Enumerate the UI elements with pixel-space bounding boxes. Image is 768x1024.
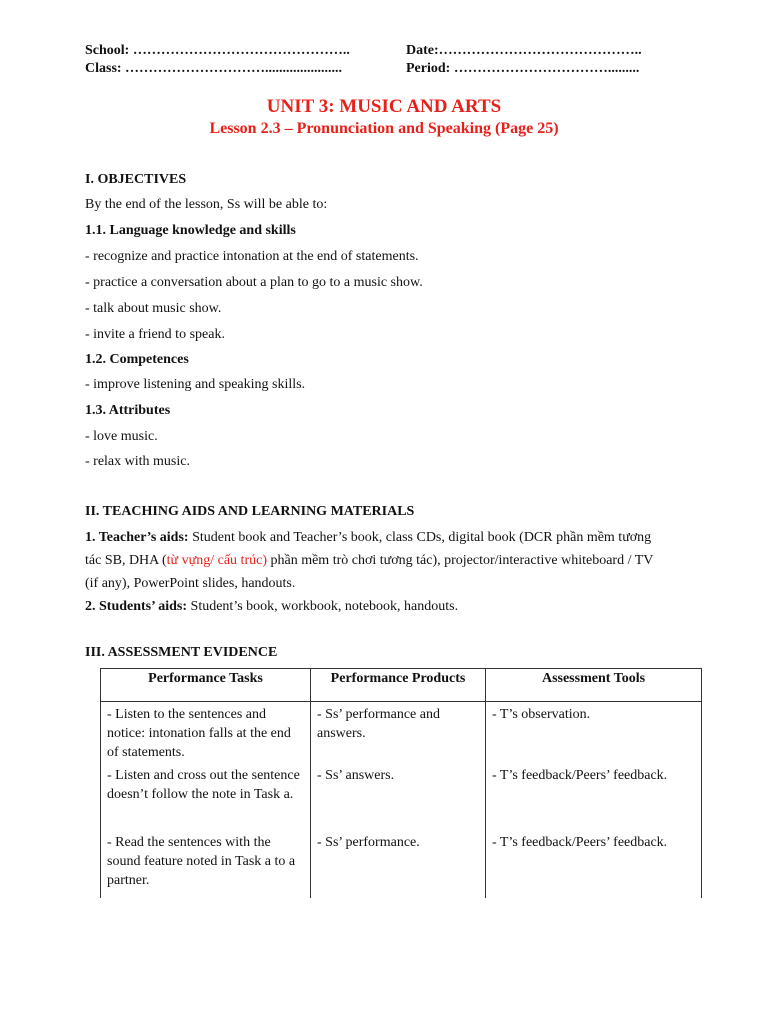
table-header-row <box>101 669 702 702</box>
teacher-aids-text: Student book and Teacher’s book, class CDs, digital book (DCR phần mềm tương <box>188 530 652 545</box>
objectives-heading: I. OBJECTIVES <box>85 172 187 187</box>
column-header: Assessment Tools <box>486 669 702 702</box>
student-aids-text: Student’s book, workbook, notebook, handouts. <box>187 599 459 614</box>
table-row <box>101 702 702 767</box>
table-cell: - T’s feedback/Peers’ feedback. <box>486 766 702 833</box>
objectives-intro: By the end of the lesson, Ss will be able to: <box>85 197 328 212</box>
competences-heading: 1.2. Competences <box>85 352 189 367</box>
teacher-aids-label: 1. Teacher’s aids: <box>85 530 189 545</box>
aids-heading: II. TEACHING AIDS AND LEARNING MATERIALS <box>85 504 415 519</box>
period-field: Period: ……………………………......... <box>406 61 640 76</box>
student-aids-label: 2. Students’ aids: <box>85 599 188 614</box>
table-cell: - Ss’ answers. <box>311 766 486 833</box>
table-cell: - T’s observation. <box>486 702 702 767</box>
unit-title: UNIT 3: MUSIC AND ARTS <box>266 96 502 117</box>
language-skills-heading: 1.1. Language knowledge and skills <box>85 223 296 238</box>
teacher-aids-text: tác SB, DHA ( <box>85 553 167 568</box>
table-cell: - Listen to the sentences and notice: intonation falls at the end of statements. <box>101 702 311 767</box>
student-aids-line <box>85 599 458 615</box>
table-cell: - Ss’ performance and answers. <box>311 702 486 767</box>
teacher-aids-line-3: (if any), PowerPoint slides, handouts. <box>85 576 296 591</box>
attributes-heading: 1.3. Attributes <box>85 403 171 418</box>
teacher-aids-text: phần mềm trò chơi tương tác), projector/interactive whiteboard / TV <box>266 553 654 568</box>
list-item: - practice a conversation about a plan to go to a music show. <box>85 275 423 290</box>
table-row <box>101 833 702 898</box>
teacher-aids-red-text: từ vựng/ cấu trúc) <box>166 553 267 568</box>
assessment-table <box>100 668 702 898</box>
column-header: Performance Products <box>311 669 486 702</box>
table-cell: - Read the sentences with the sound feature noted in Task a to a partner. <box>101 833 311 898</box>
table-row <box>101 766 702 833</box>
list-item: - recognize and practice intonation at the end of statements. <box>85 249 419 264</box>
assessment-heading: III. ASSESSMENT EVIDENCE <box>85 645 278 660</box>
school-field: School: ……………………………………….. <box>85 43 350 58</box>
teacher-aids-line-2 <box>85 553 653 569</box>
list-item: - improve listening and speaking skills. <box>85 377 306 392</box>
class-field: Class: …………………………...................... <box>85 61 343 76</box>
column-header: Performance Tasks <box>101 669 311 702</box>
table-cell: - Ss’ performance. <box>311 833 486 898</box>
table-cell: - T’s feedback/Peers’ feedback. <box>486 833 702 898</box>
list-item: - love music. <box>85 429 158 444</box>
list-item: - relax with music. <box>85 454 190 469</box>
teacher-aids-line-1 <box>85 530 651 546</box>
lesson-title: Lesson 2.3 – Pronunciation and Speaking (Page 25) <box>209 120 559 137</box>
date-field: Date:…………………………………….. <box>406 43 642 58</box>
list-item: - invite a friend to speak. <box>85 327 225 342</box>
list-item: - talk about music show. <box>85 301 222 316</box>
table-cell: - Listen and cross out the sentence doesn’t follow the note in Task a. <box>101 766 311 833</box>
